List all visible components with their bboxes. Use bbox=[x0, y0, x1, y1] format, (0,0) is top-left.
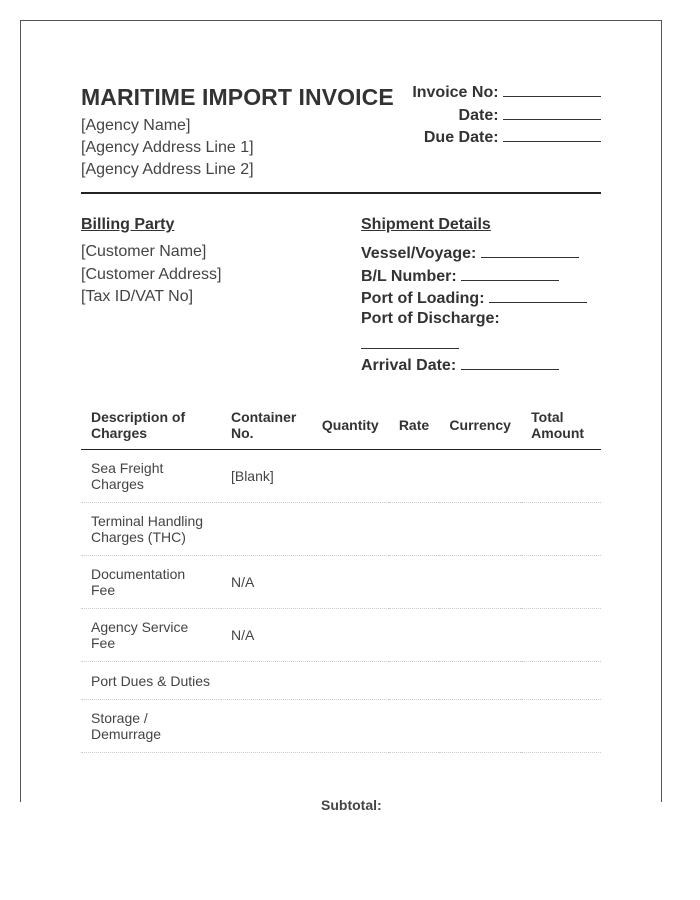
quantity-cell[interactable] bbox=[312, 700, 389, 753]
port-of-discharge-label: Port of Discharge: bbox=[361, 310, 500, 327]
date-label: Date: bbox=[458, 106, 499, 124]
container-no-cell[interactable] bbox=[221, 503, 312, 556]
tax-id: [Tax ID/VAT No] bbox=[81, 288, 194, 305]
total-amount-cell[interactable] bbox=[521, 609, 601, 662]
rate-cell[interactable] bbox=[389, 556, 439, 609]
rate-cell[interactable] bbox=[389, 503, 439, 556]
agency-name: [Agency Name] bbox=[81, 117, 191, 134]
header-divider bbox=[81, 192, 601, 194]
invoice-no-label: Invoice No: bbox=[412, 84, 499, 101]
arrival-date-blank[interactable] bbox=[461, 355, 559, 370]
date-blank[interactable] bbox=[503, 105, 601, 120]
total-amount-cell[interactable] bbox=[521, 450, 601, 503]
customer-address: [Customer Address] bbox=[81, 266, 222, 283]
table-row bbox=[81, 609, 601, 662]
vessel-voyage-blank[interactable] bbox=[481, 243, 579, 258]
charge-description: Port Dues & Duties bbox=[81, 662, 221, 700]
table-row bbox=[81, 503, 601, 556]
due-date-row bbox=[401, 127, 601, 150]
port-of-discharge-blank[interactable] bbox=[361, 348, 459, 349]
bl-number-label: B/L Number: bbox=[361, 268, 457, 285]
invoice-no-blank[interactable] bbox=[503, 82, 601, 97]
rate-cell[interactable] bbox=[389, 609, 439, 662]
billing-party-heading: Billing Party bbox=[81, 216, 175, 233]
shipment-details-heading: Shipment Details bbox=[361, 216, 491, 233]
quantity-cell[interactable] bbox=[312, 609, 389, 662]
column-header-description: Description of Charges bbox=[81, 401, 221, 450]
table-row bbox=[81, 662, 601, 700]
quantity-cell[interactable] bbox=[312, 503, 389, 556]
invoice-title: MARITIME IMPORT INVOICE bbox=[81, 84, 394, 110]
subtotal-label: Subtotal: bbox=[321, 797, 382, 813]
charge-description: Agency Service Fee bbox=[81, 609, 221, 662]
charge-description: Documentation Fee bbox=[81, 556, 221, 609]
rate-cell[interactable] bbox=[389, 700, 439, 753]
column-header-rate: Rate bbox=[389, 401, 439, 450]
table-row bbox=[81, 556, 601, 609]
charge-description: Terminal Handling Charges (THC) bbox=[81, 503, 221, 556]
invoice-no-row bbox=[401, 82, 601, 105]
due-date-blank[interactable] bbox=[503, 127, 601, 142]
table-row bbox=[81, 450, 601, 503]
container-no-cell[interactable] bbox=[221, 662, 312, 700]
invoice-meta bbox=[401, 82, 601, 150]
vessel-voyage-row bbox=[361, 243, 579, 263]
currency-cell[interactable] bbox=[439, 450, 521, 503]
due-date-label: Due Date: bbox=[423, 129, 499, 146]
column-header-currency: Currency bbox=[439, 401, 521, 450]
port-of-loading-label: Port of Loading: bbox=[361, 290, 485, 307]
rate-cell[interactable] bbox=[389, 450, 439, 503]
quantity-cell[interactable] bbox=[312, 450, 389, 503]
vessel-voyage-label: Vessel/Voyage: bbox=[361, 245, 477, 262]
customer-name: [Customer Name] bbox=[81, 243, 207, 260]
column-header-container: Container No. bbox=[221, 401, 312, 450]
currency-cell[interactable] bbox=[439, 556, 521, 609]
total-amount-cell[interactable] bbox=[521, 662, 601, 700]
agency-address-line-1: [Agency Address Line 1] bbox=[81, 139, 254, 156]
bl-number-row bbox=[361, 266, 559, 286]
arrival-date-row bbox=[361, 355, 559, 375]
port-of-loading-row bbox=[361, 288, 587, 308]
column-header-quantity: Quantity bbox=[312, 401, 389, 450]
agency-address-line-2: [Agency Address Line 2] bbox=[81, 161, 254, 178]
currency-cell[interactable] bbox=[439, 662, 521, 700]
bl-number-blank[interactable] bbox=[461, 266, 559, 281]
total-amount-cell[interactable] bbox=[521, 503, 601, 556]
quantity-cell[interactable] bbox=[312, 662, 389, 700]
container-no-cell[interactable] bbox=[221, 700, 312, 753]
charge-description: Sea Freight Charges bbox=[81, 450, 221, 503]
table-header-row bbox=[81, 401, 601, 450]
charge-description: Storage / Demurrage bbox=[81, 700, 221, 753]
currency-cell[interactable] bbox=[439, 700, 521, 753]
container-no-cell[interactable]: N/A bbox=[221, 609, 312, 662]
port-of-loading-blank[interactable] bbox=[489, 288, 587, 303]
charges-table bbox=[81, 401, 601, 753]
date-row bbox=[401, 105, 601, 128]
total-amount-cell[interactable] bbox=[521, 556, 601, 609]
currency-cell[interactable] bbox=[439, 503, 521, 556]
container-no-cell[interactable]: N/A bbox=[221, 556, 312, 609]
column-header-total: Total Amount bbox=[521, 401, 601, 450]
quantity-cell[interactable] bbox=[312, 556, 389, 609]
invoice-page bbox=[20, 20, 662, 813]
container-no-cell[interactable]: [Blank] bbox=[221, 450, 312, 503]
rate-cell[interactable] bbox=[389, 662, 439, 700]
total-amount-cell[interactable] bbox=[521, 700, 601, 753]
currency-cell[interactable] bbox=[439, 609, 521, 662]
arrival-date-label: Arrival Date: bbox=[361, 357, 457, 374]
table-row bbox=[81, 700, 601, 753]
